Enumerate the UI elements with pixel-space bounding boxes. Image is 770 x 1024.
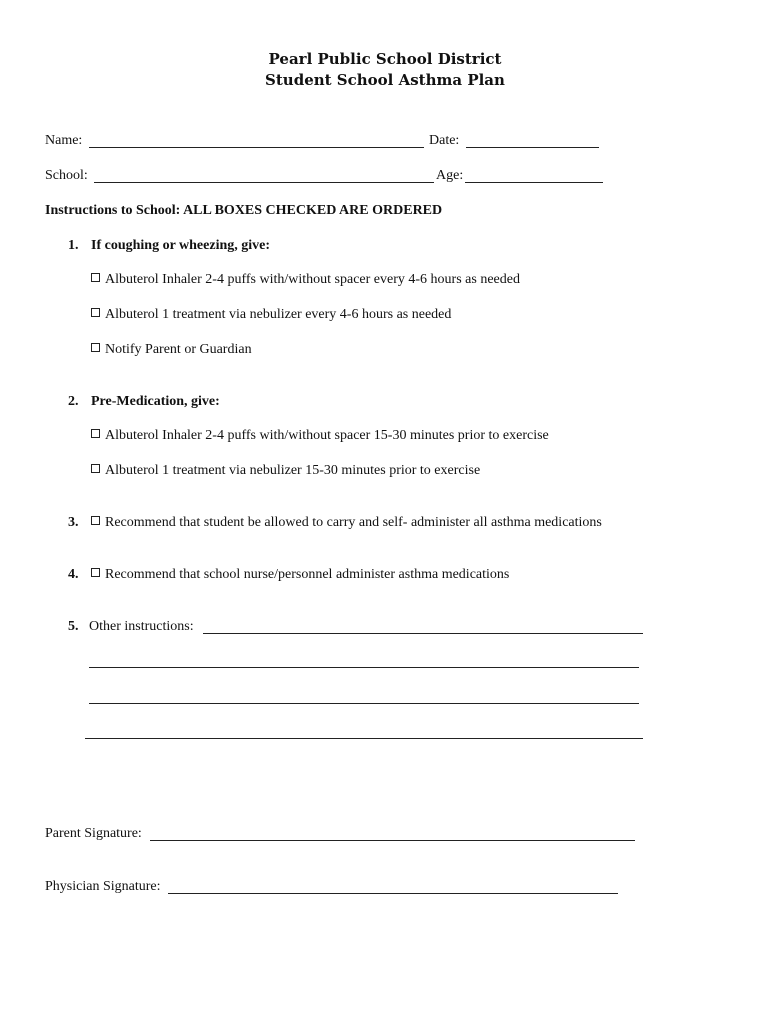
section-4-number: 4. <box>68 567 79 582</box>
physician-signature-label: Physician Signature: <box>45 879 161 894</box>
section-3-number: 3. <box>68 515 79 530</box>
physician-signature-field[interactable] <box>168 893 618 894</box>
checkbox[interactable] <box>91 308 100 317</box>
date-label: Date: <box>429 133 460 148</box>
checkbox[interactable] <box>91 464 100 473</box>
option-label: Albuterol 1 treatment via nebulizer 15-30 minutes prior to exercise <box>105 463 481 478</box>
section-2-number: 2. <box>68 394 79 409</box>
checkbox[interactable] <box>91 343 100 352</box>
district-title: Pearl Public School District <box>268 50 502 68</box>
option-inhaler-as-needed[interactable] <box>91 272 520 288</box>
section-2-title: Pre-Medication, give: <box>91 394 220 409</box>
checkbox[interactable] <box>91 516 100 525</box>
other-instructions-label: Other instructions: <box>89 619 194 634</box>
parent-signature-field[interactable] <box>150 840 635 841</box>
option-label: Recommend that student be allowed to carry and self- administer all asthma medications <box>105 515 602 530</box>
other-instructions-line-2[interactable] <box>89 667 639 668</box>
date-field[interactable] <box>466 147 599 148</box>
option-label: Albuterol Inhaler 2-4 puffs with/without spacer 15-30 minutes prior to exercise <box>105 428 549 443</box>
name-label: Name: <box>45 133 83 148</box>
checkbox[interactable] <box>91 273 100 282</box>
option-label: Albuterol Inhaler 2-4 puffs with/without spacer every 4-6 hours as needed <box>105 272 520 287</box>
age-field[interactable] <box>465 182 603 183</box>
school-field[interactable] <box>94 182 434 183</box>
school-label: School: <box>45 168 88 183</box>
age-label: Age: <box>436 168 464 183</box>
instructions-heading: Instructions to School: ALL BOXES CHECKED ARE ORDERED <box>45 203 443 218</box>
option-label: Notify Parent or Guardian <box>105 342 252 357</box>
option-nurse-administer[interactable] <box>91 567 509 583</box>
option-nebulizer-pre-exercise[interactable] <box>91 463 480 479</box>
other-instructions-line-1[interactable] <box>203 633 643 634</box>
option-label: Recommend that school nurse/personnel administer asthma medications <box>105 567 510 582</box>
other-instructions-line-3[interactable] <box>89 703 639 704</box>
option-label: Albuterol 1 treatment via nebulizer every 4-6 hours as needed <box>105 307 452 322</box>
other-instructions-line-4[interactable] <box>85 738 643 739</box>
section-5-number: 5. <box>68 619 79 634</box>
option-notify-parent[interactable] <box>91 342 252 358</box>
option-nebulizer-as-needed[interactable] <box>91 307 451 323</box>
option-self-administer[interactable] <box>91 515 602 531</box>
section-1-number: 1. <box>68 238 79 253</box>
plan-title: Student School Asthma Plan <box>265 71 505 89</box>
section-1-title: If coughing or wheezing, give: <box>91 238 271 253</box>
name-field[interactable] <box>89 147 424 148</box>
option-inhaler-pre-exercise[interactable] <box>91 428 549 444</box>
parent-signature-label: Parent Signature: <box>45 826 142 841</box>
checkbox[interactable] <box>91 568 100 577</box>
checkbox[interactable] <box>91 429 100 438</box>
